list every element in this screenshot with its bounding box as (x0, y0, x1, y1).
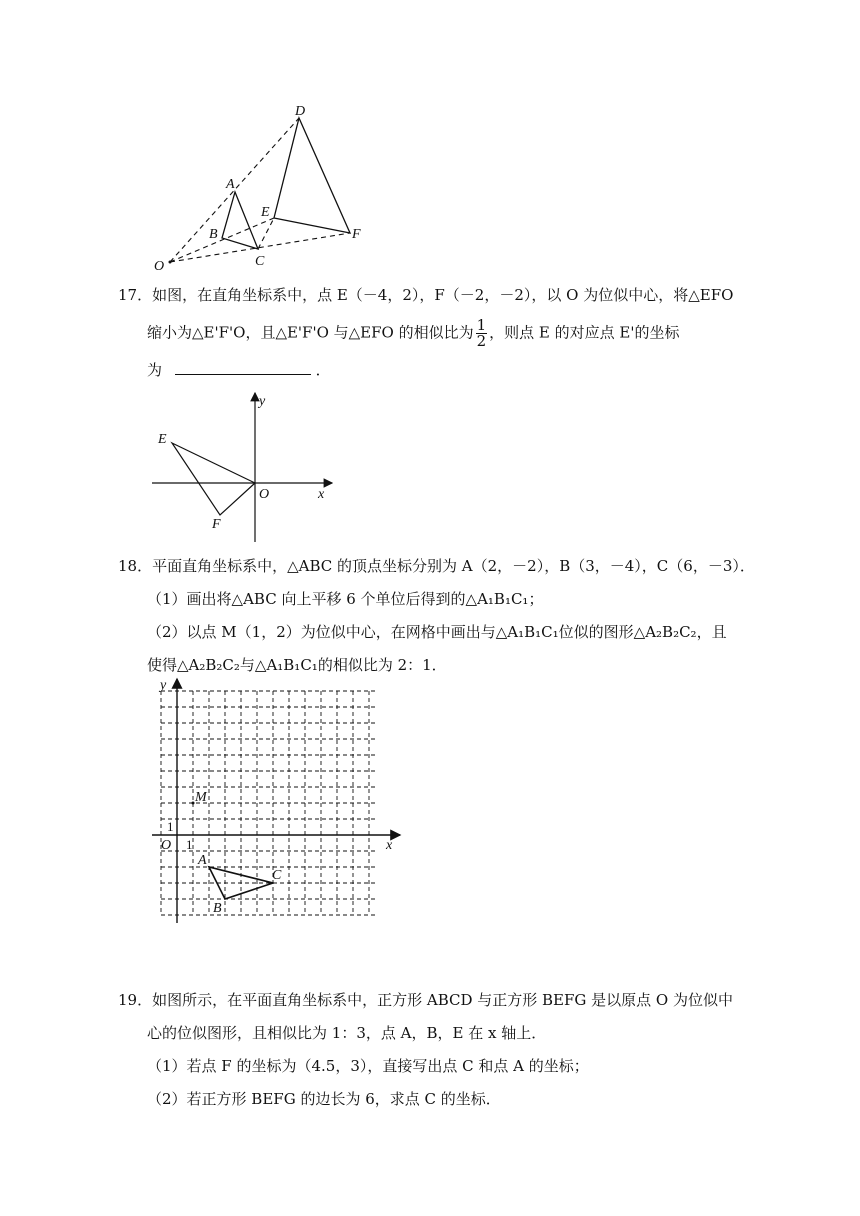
q18-line-4: 使得△A₂B₂C₂与△A₁B₁C₁的相似比为 2：1． (147, 656, 447, 674)
answer-blank (175, 360, 311, 375)
label-c: C (255, 254, 265, 269)
figure-homothety-triangles (140, 100, 380, 280)
label-o: O (161, 838, 172, 853)
q17-line-2 (147, 318, 680, 349)
label-f: F (352, 227, 361, 242)
q19-line-4: （2）若正方形 BEFG 的边长为 6，求点 C 的坐标． (147, 1090, 501, 1108)
q17-line-3 (147, 360, 331, 380)
q18-line-3: （2）以点 M（1，2）为位似中心，在网格中画出与△A₁B₁C₁位似的图形△A₂B₂C₂，且 (147, 623, 727, 641)
q19-line-3: （1）若点 F 的坐标为（4.5，3），直接写出点 C 和点 A 的坐标； (147, 1057, 589, 1075)
q18-line-1: 18．平面直角坐标系中，△ABC 的顶点坐标分别为 A（2，－2），B（3，－4），C（6，－3）． (118, 557, 755, 575)
triangle-efo (172, 443, 255, 515)
label-b: B (213, 901, 222, 916)
label-e: E (261, 205, 270, 220)
label-o: O (154, 259, 165, 274)
q19-line-2: 心的位似图形，且相似比为 1：3，点 A，B，E 在 x 轴上． (147, 1024, 547, 1042)
q19-line-1: 19．如图所示，在平面直角坐标系中，正方形 ABCD 与正方形 BEFG 是以原点 O 为位似中 (118, 991, 733, 1009)
q18-line-2: （1）画出将△ABC 向上平移 6 个单位后得到的△A₁B₁C₁； (147, 590, 544, 608)
label-x: x (386, 838, 393, 853)
triangle-def (274, 118, 350, 233)
label-x: x (318, 487, 325, 502)
triangle-abc (222, 192, 258, 249)
q17-line-2-text-end: ，则点 E 的对应点 E'的坐标 (489, 323, 680, 342)
label-f: F (212, 517, 221, 532)
q17-line-3-end: ． (315, 361, 331, 379)
q17-line-3-text: 为 (147, 361, 163, 379)
segment-ce (258, 218, 274, 249)
figure-coordinate-grid (150, 675, 410, 930)
label-one-y: 1 (167, 819, 174, 834)
label-e: E (158, 432, 167, 447)
fraction-denominator: 2 (476, 332, 487, 350)
label-a: A (198, 853, 207, 868)
fraction-numerator: 1 (476, 316, 487, 334)
label-o: O (259, 487, 270, 502)
label-one-x: 1 (186, 837, 193, 852)
q17-line-1: 17．如图，在直角坐标系中，点 E（－4，2），F（－2，－2），以 O 为位似中心，将△EFO (118, 286, 734, 304)
label-y: y (259, 394, 266, 409)
label-b: B (209, 227, 218, 242)
q17-line-2-text: 缩小为△E'F'O，且△E'F'O 与△EFO 的相似比为 (147, 323, 474, 342)
label-y: y (160, 678, 167, 693)
label-c: C (272, 868, 282, 883)
figure-efo-triangle (140, 385, 350, 550)
label-a: A (226, 177, 235, 192)
fraction-one-half (476, 318, 488, 349)
label-d: D (295, 104, 306, 119)
label-m: M (195, 790, 207, 805)
